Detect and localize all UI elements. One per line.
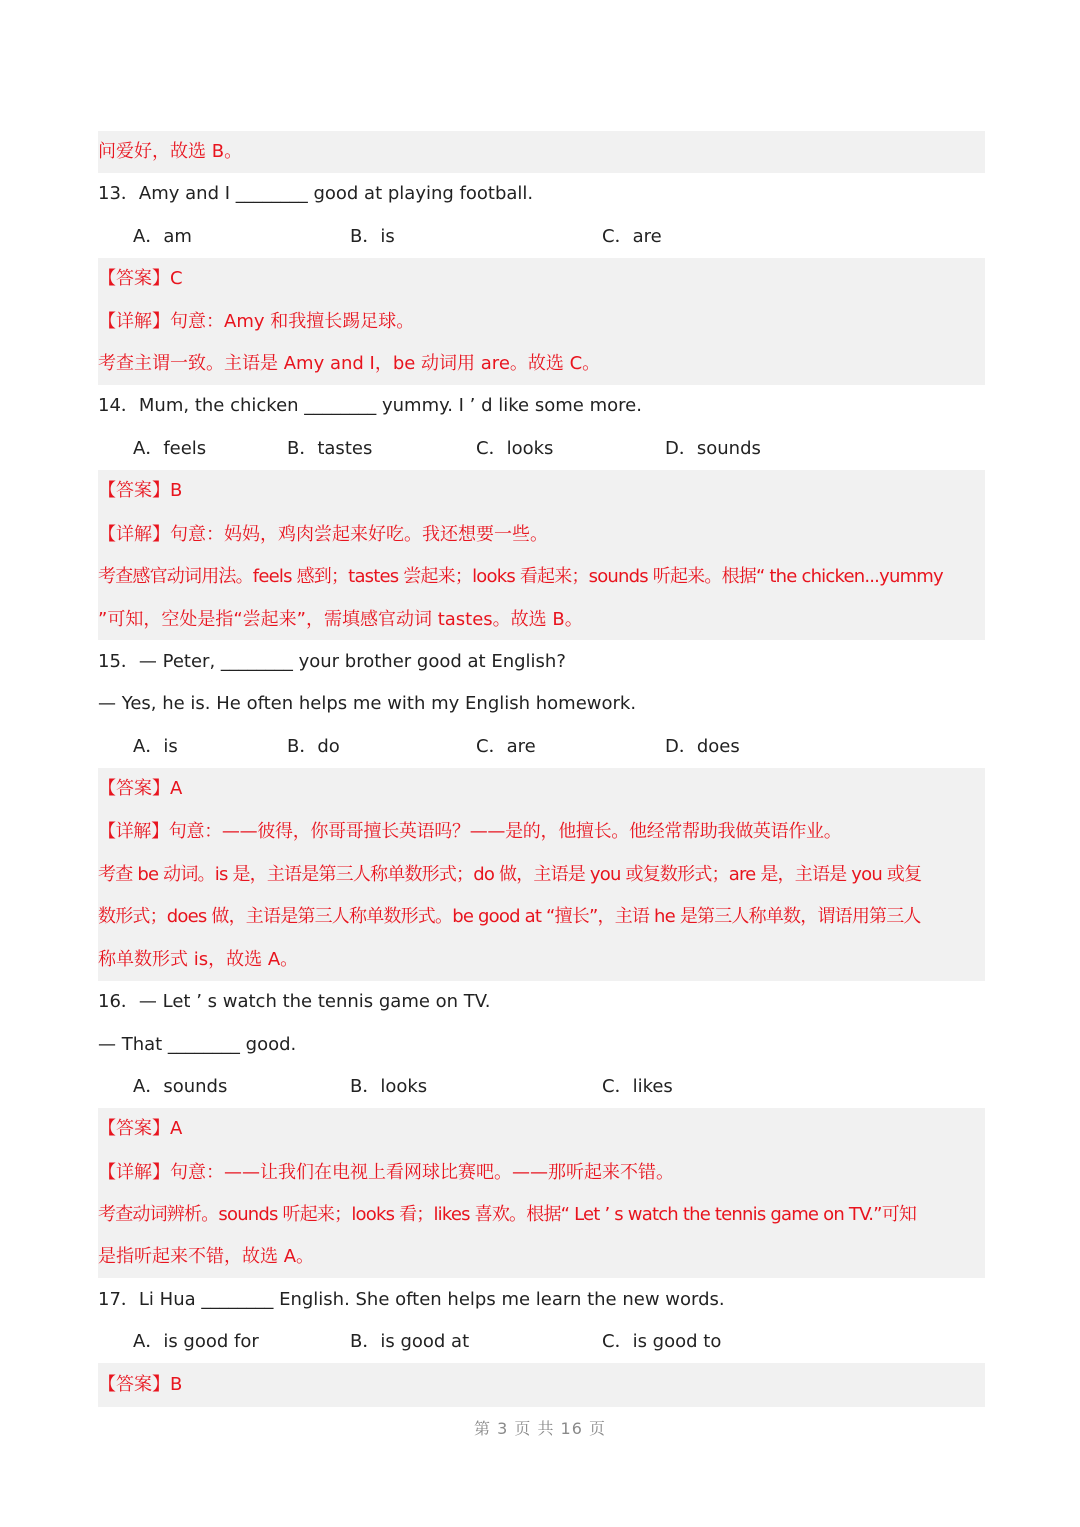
option-d: D．does (665, 736, 740, 757)
option-b: B．tastes (287, 438, 373, 459)
question-15: 15．— Peter, ________ your brother good at English? (98, 651, 566, 672)
analysis-16: 是指听起来不错，故选 A。 (98, 1246, 315, 1267)
option-b: B．is good at (350, 1331, 470, 1352)
option-b: B．is (350, 226, 395, 247)
options-16 (98, 1066, 985, 1108)
option-c: C．looks (476, 438, 554, 459)
detail-13: 【详解】句意：Amy 和我擅长踢足球。 (98, 311, 415, 332)
analysis-line: 问爱好，故选 B。 (98, 141, 243, 162)
question-13: 13．Amy and I ________ good at playing football. (98, 183, 534, 204)
analysis-15: 考查 be 动词。is 是，主语是第三人称单数形式；do 做，主语是 you 或复数形式；are 是，主语是 you 或复 (98, 864, 922, 885)
option-c: C．likes (602, 1076, 673, 1097)
option-a: A．is good for (133, 1331, 259, 1352)
answer-16: 【答案】A (98, 1118, 183, 1139)
option-a: A．is (133, 736, 178, 757)
option-c: C．are (476, 736, 536, 757)
option-d: D．sounds (665, 438, 761, 459)
detail-15: 【详解】句意：——彼得，你哥哥擅长英语吗？——是的，他擅长。他经常帮助我做英语作业。 (98, 821, 842, 842)
analysis-13: 考查主谓一致。主语是 Amy and I，be 动词用 are。故选 C。 (98, 353, 601, 374)
option-a: A．feels (133, 438, 207, 459)
analysis-15: 称单数形式 is，故选 A。 (98, 949, 299, 970)
analysis-14: ”可知，空处是指“尝起来”，需填感官动词 tastes。故选 B。 (98, 609, 583, 630)
detail-14: 【详解】句意：妈妈，鸡肉尝起来好吃。我还想要一些。 (98, 524, 548, 545)
question-16-reply: — That ________ good. (98, 1034, 297, 1055)
option-a: A．sounds (133, 1076, 228, 1097)
answer-17: 【答案】B (98, 1374, 183, 1395)
option-c: C．are (602, 226, 662, 247)
answer-14: 【答案】B (98, 480, 183, 501)
options-17 (98, 1321, 985, 1363)
option-c: C．is good to (602, 1331, 722, 1352)
analysis-16: 考查动词辨析。sounds 听起来；looks 看；likes 喜欢。根据“ Let ’ s watch the tennis game on TV.”可知 (98, 1204, 917, 1225)
option-a: A．am (133, 226, 192, 247)
option-b: B．looks (350, 1076, 428, 1097)
analysis-14: 考查感官动词用法。feels 感到；tastes 尝起来；looks 看起来；sounds 听起来。根据“ the chicken...yummy (98, 566, 943, 587)
analysis-15: 数形式；does 做，主语是第三人称单数形式。be good at “擅长”，主语 he 是第三人称单数，谓语用第三人 (98, 906, 921, 927)
options-15 (98, 726, 985, 768)
question-17: 17．Li Hua ________ English. She often helps me learn the new words. (98, 1289, 725, 1310)
question-16: 16．— Let ’ s watch the tennis game on TV. (98, 991, 491, 1012)
question-14: 14．Mum, the chicken ________ yummy. I ’ d like some more. (98, 395, 642, 416)
options-14 (98, 428, 985, 470)
detail-16: 【详解】句意：——让我们在电视上看网球比赛吧。——那听起来不错。 (98, 1162, 674, 1183)
options-13 (98, 216, 985, 258)
page-number-footer: 第 3 页 共 16 页 (474, 1419, 606, 1438)
answer-15: 【答案】A (98, 778, 183, 799)
question-15-reply: — Yes, he is. He often helps me with my English homework. (98, 693, 637, 714)
option-b: B．do (287, 736, 340, 757)
answer-13: 【答案】C (98, 268, 183, 289)
